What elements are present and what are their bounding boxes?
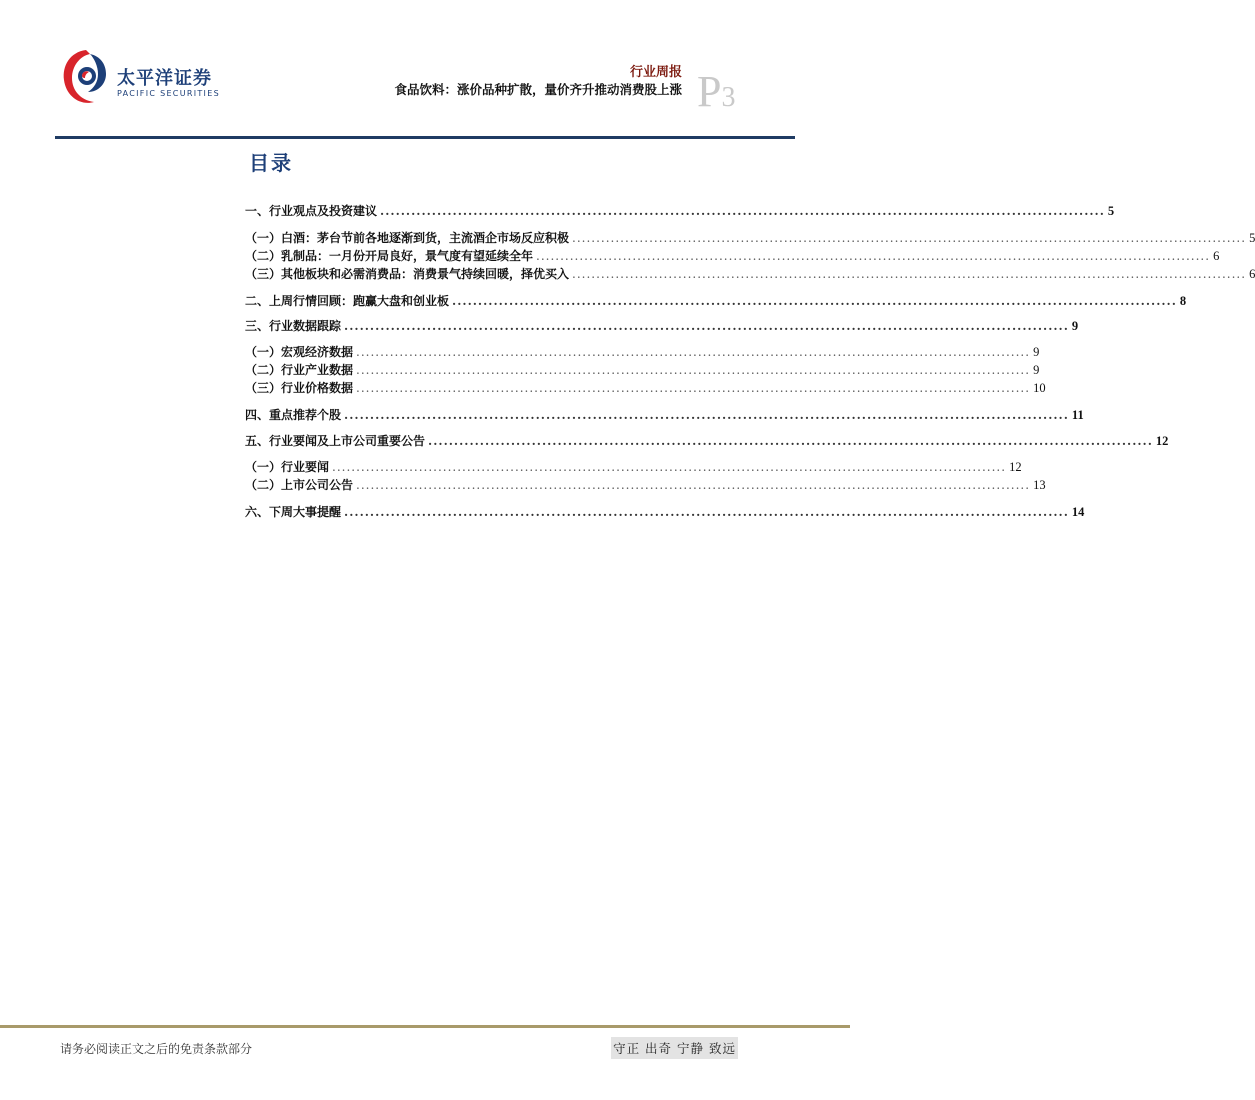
report-type: 行业周报	[629, 65, 682, 80]
toc-leader-dots: ............................................................................................................................................	[344, 505, 1069, 519]
toc-entry[interactable]	[245, 503, 1085, 520]
toc-entry-text: 上周行情回顾：跑赢大盘和创业板	[269, 294, 450, 308]
toc-leader-dots: ............................................................................................................................................	[572, 267, 1247, 281]
footer-motto: 守正 出奇 宁静 致远	[611, 1037, 738, 1059]
toc-entry-page: 11	[1071, 408, 1084, 422]
toc-entry[interactable]	[245, 317, 1079, 334]
toc-entry[interactable]	[245, 265, 1255, 282]
toc-entry-page: 14	[1071, 505, 1085, 519]
page-number	[697, 67, 736, 116]
toc-entry-text: 宏观经济数据	[281, 345, 354, 359]
toc-entry-number: （三）	[245, 381, 282, 395]
company-logo	[60, 44, 230, 114]
toc-entry-text: 行业要闻	[281, 460, 330, 474]
toc-entry-number: （三）	[245, 267, 282, 281]
toc-entry[interactable]	[245, 202, 1115, 219]
footer-divider	[0, 1025, 850, 1028]
toc-entry[interactable]	[245, 379, 1046, 396]
toc-leader-dots: ............................................................................................................................................	[356, 363, 1031, 377]
toc-entry[interactable]	[245, 229, 1255, 246]
toc-entry-number: 三、	[245, 319, 270, 333]
toc-entry-text: 白酒：茅台节前各地逐渐到货，主流酒企市场反应积极	[281, 231, 570, 245]
report-title: 食品饮料：涨价品种扩散，量价齐升推动消费股上涨	[394, 82, 682, 97]
toc-entry-number: （一）	[245, 231, 282, 245]
toc-entry-text: 乳制品：一月份开局良好，景气度有望延续全年	[281, 249, 534, 263]
toc-entry-number: 二、	[245, 294, 270, 308]
toc-leader-dots: ............................................................................................................................................	[344, 408, 1069, 422]
toc-entry-page: 12	[1155, 434, 1169, 448]
toc-entry-text: 重点推荐个股	[269, 408, 342, 422]
toc-leader-dots: ............................................................................................................................................	[452, 294, 1177, 308]
toc-entry-page: 9	[1033, 345, 1040, 359]
toc-entry-number: 六、	[245, 505, 270, 519]
toc-entry-number: （二）	[245, 249, 282, 263]
toc-entry-page: 9	[1033, 363, 1040, 377]
toc-leader-dots: ............................................................................................................................................	[356, 478, 1031, 492]
toc-entry-number: 四、	[245, 408, 270, 422]
toc-entry[interactable]	[245, 292, 1187, 309]
toc-entry-page: 5	[1249, 231, 1255, 245]
logo-english-name: PACIFIC SECURITIES	[117, 89, 220, 98]
toc-entry-text: 行业要闻及上市公司重要公告	[269, 434, 426, 448]
toc-entry[interactable]	[245, 247, 1220, 264]
toc-leader-dots: ............................................................................................................................................	[536, 249, 1211, 263]
toc-entry[interactable]	[245, 458, 1022, 475]
toc-entry[interactable]	[245, 361, 1040, 378]
toc-entry[interactable]	[245, 343, 1040, 360]
toc-leader-dots: ............................................................................................................................................	[356, 345, 1031, 359]
toc-leader-dots: ............................................................................................................................................	[572, 231, 1247, 245]
logo-chinese-name: 太平洋证券	[117, 68, 212, 89]
toc-entry-text: 行业价格数据	[281, 381, 354, 395]
toc-leader-dots: ............................................................................................................................................	[380, 204, 1105, 218]
toc-entry-number: （一）	[245, 460, 282, 474]
toc-leader-dots: ............................................................................................................................................	[344, 319, 1069, 333]
toc-entry[interactable]	[245, 406, 1084, 423]
toc-entry-page: 9	[1071, 319, 1079, 333]
toc-entry[interactable]	[245, 432, 1169, 449]
toc-entry-number: （一）	[245, 345, 282, 359]
toc-entry-text: 行业数据跟踪	[269, 319, 342, 333]
footer-disclaimer: 请务必阅读正文之后的免责条款部分	[60, 1042, 253, 1056]
toc-entry-text: 行业产业数据	[281, 363, 354, 377]
toc-entry-page: 13	[1033, 478, 1046, 492]
page-letter: P	[697, 67, 722, 116]
header-divider	[55, 136, 795, 139]
toc-leader-dots: ............................................................................................................................................	[356, 381, 1031, 395]
toc-entry-text: 其他板块和必需消费品：消费景气持续回暖，择优买入	[281, 267, 570, 281]
toc-leader-dots: ............................................................................................................................................	[428, 434, 1153, 448]
toc-entry-number: （二）	[245, 478, 282, 492]
toc-heading: 目录	[249, 151, 293, 175]
toc-entry-page: 8	[1179, 294, 1187, 308]
toc-entry-page: 6	[1249, 267, 1255, 281]
toc-entry-text: 行业观点及投资建议	[269, 204, 378, 218]
toc-entry-page: 6	[1213, 249, 1220, 263]
page-digit: 3	[721, 82, 736, 113]
toc-entry-text: 下周大事提醒	[269, 505, 342, 519]
toc-entry-number: （二）	[245, 363, 282, 377]
toc-entry-text: 上市公司公告	[281, 478, 354, 492]
toc-entry-number: 一、	[245, 204, 270, 218]
toc-entry-page: 12	[1009, 460, 1022, 474]
toc-entry-page: 5	[1107, 204, 1115, 218]
toc-leader-dots: ............................................................................................................................................	[332, 460, 1007, 474]
toc-entry-page: 10	[1033, 381, 1046, 395]
toc-entry-number: 五、	[245, 434, 270, 448]
toc-entry[interactable]	[245, 476, 1046, 493]
pacific-securities-logo-icon	[60, 44, 112, 114]
